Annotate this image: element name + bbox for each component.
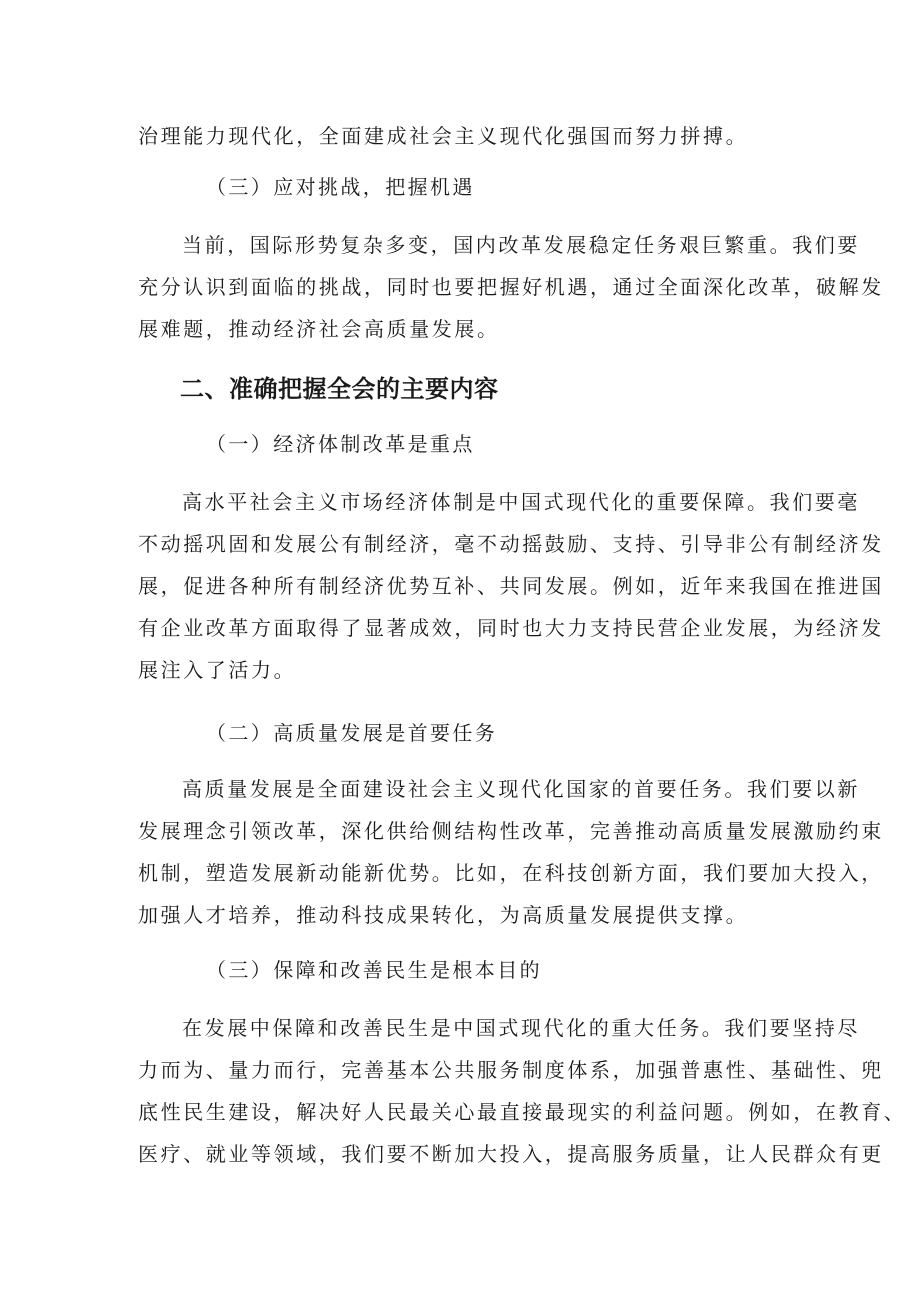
subsection-title: （三）应对挑战，把握机遇 bbox=[206, 175, 475, 199]
paragraph-line: 有企业改革方面取得了显著成效，同时也大力支持民营企业发展，为经济发 bbox=[138, 616, 884, 640]
paragraph-line: 底性民生建设，解决好人民最关心最直接最现实的利益问题。例如，在教育、 bbox=[138, 1100, 907, 1124]
paragraph-line: 展难题，推动经济社会高质量发展。 bbox=[138, 317, 500, 341]
section-heading: 二、准确把握全会的主要内容 bbox=[180, 375, 499, 403]
paragraph-line: 不动摇巩固和发展公有制经济，毫不动摇鼓励、支持、引导非公有制经济发 bbox=[138, 532, 884, 556]
paragraph-line: 力而为、量力而行，完善基本公共服务制度体系，加强普惠性、基础性、兜 bbox=[138, 1058, 884, 1082]
paragraph-line: 展，促进各种所有制经济优势互补、共同发展。例如，近年来我国在推进国 bbox=[138, 574, 884, 598]
subsection-title: （三）保障和改善民生是根本目的 bbox=[206, 958, 542, 982]
paragraph-line: 医疗、就业等领域，我们要不断加大投入，提高服务质量，让人民群众有更 bbox=[138, 1142, 884, 1166]
paragraph-line: 充分认识到面临的挑战，同时也要把握好机遇，通过全面深化改革，破解发 bbox=[138, 275, 884, 299]
subsection-title: （一）经济体制改革是重点 bbox=[206, 432, 475, 456]
paragraph-line: 发展理念引领改革，深化供给侧结构性改革，完善推动高质量发展激励约束 bbox=[138, 819, 884, 843]
paragraph-line: 加强人才培养，推动科技成果转化，为高质量发展提供支撑。 bbox=[138, 903, 749, 927]
subsection-title: （二）高质量发展是首要任务 bbox=[206, 721, 498, 745]
paragraph-line: 高质量发展是全面建设社会主义现代化国家的首要任务。我们要以新 bbox=[182, 777, 860, 801]
paragraph-line: 当前，国际形势复杂多变，国内改革发展稳定任务艰巨繁重。我们要 bbox=[182, 233, 860, 257]
paragraph-line: 展注入了活力。 bbox=[138, 658, 297, 682]
paragraph-line: 机制，塑造发展新动能新优势。比如，在科技创新方面，我们要加大投入， bbox=[138, 861, 884, 885]
paragraph-line: 高水平社会主义市场经济体制是中国式现代化的重要保障。我们要毫 bbox=[182, 490, 860, 514]
paragraph-line: 治理能力现代化，全面建成社会主义现代化强国而努力拼搏。 bbox=[138, 124, 749, 148]
paragraph-line: 在发展中保障和改善民生是中国式现代化的重大任务。我们要坚持尽 bbox=[182, 1016, 860, 1040]
